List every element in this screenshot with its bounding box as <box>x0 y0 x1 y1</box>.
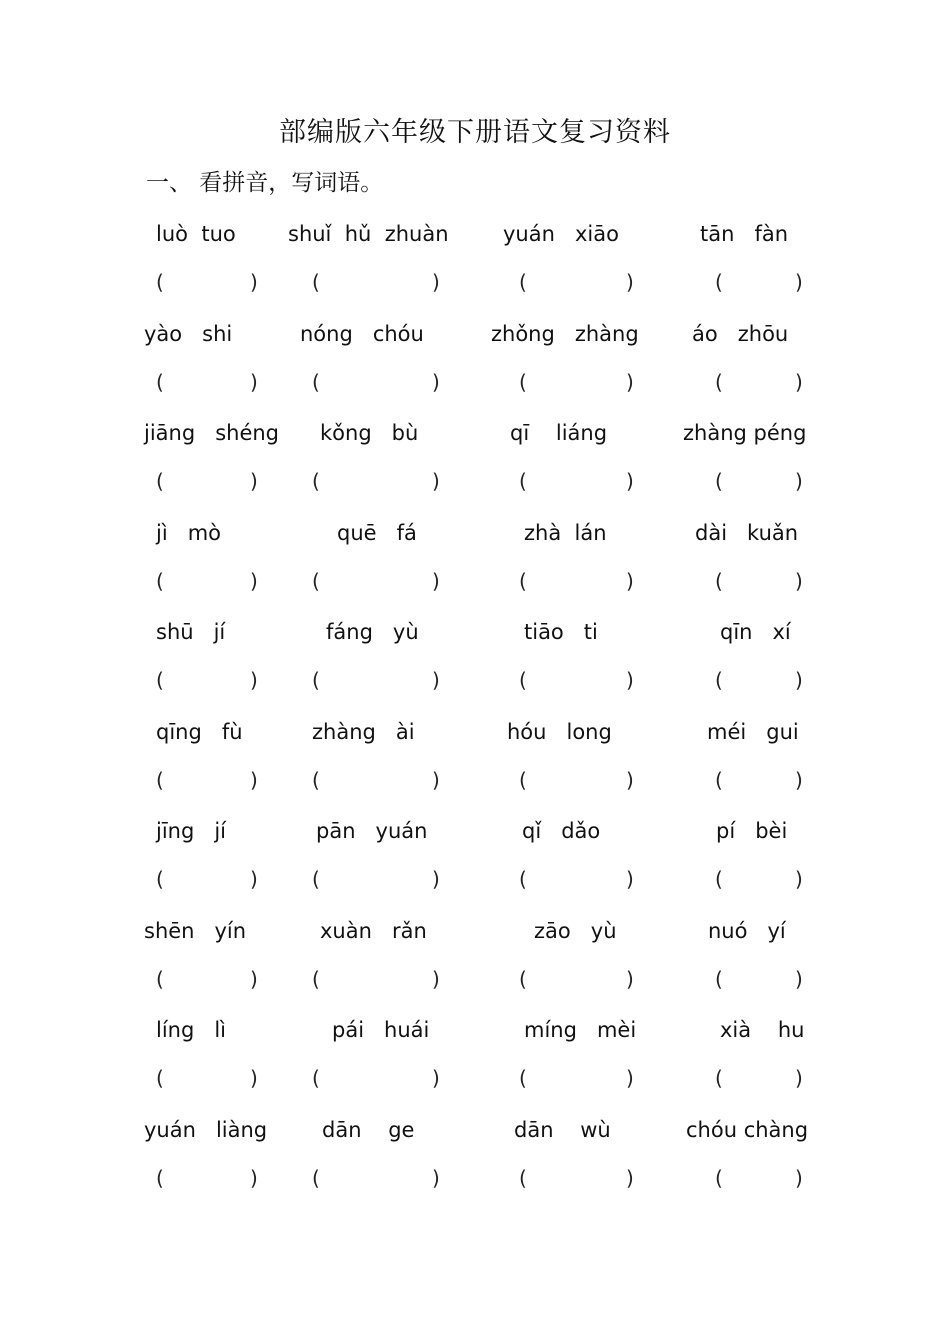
answer-bracket-open: ( <box>156 668 164 692</box>
pinyin-prompt: zhàng péng <box>683 421 807 445</box>
answer-bracket-close: ) <box>626 568 634 593</box>
answer-bracket-close: ) <box>432 270 440 294</box>
answer-bracket-open: ( <box>312 469 320 493</box>
pinyin-prompt: xuàn rǎn <box>320 918 427 943</box>
answer-bracket-close: ) <box>795 270 803 294</box>
answer-bracket-open: ( <box>715 668 723 692</box>
pinyin-prompt: zāo yù <box>534 918 617 943</box>
answer-bracket-close: ) <box>795 668 803 692</box>
answer-bracket-open: ( <box>519 767 527 792</box>
pinyin-prompt: quē fá <box>337 520 417 545</box>
pinyin-prompt: nuó yí <box>708 918 786 943</box>
answer-bracket-open: ( <box>156 966 164 991</box>
pinyin-prompt: yuán liàng <box>144 1117 268 1142</box>
answer-bracket-open: ( <box>715 469 723 493</box>
pinyin-prompt: kǒng bù <box>320 421 419 445</box>
answer-bracket-close: ) <box>795 966 803 991</box>
answer-bracket-close: ) <box>432 767 440 792</box>
pinyin-prompt: qī liáng <box>510 421 608 445</box>
pinyin-prompt: zhàng ài <box>312 719 415 744</box>
pinyin-prompt: pái huái <box>332 1018 430 1042</box>
answer-bracket-close: ) <box>432 1165 440 1190</box>
pinyin-prompt: dān ge <box>322 1117 415 1142</box>
answer-bracket-close: ) <box>250 966 258 991</box>
answer-bracket-open: ( <box>312 369 320 394</box>
answer-bracket-close: ) <box>795 767 803 792</box>
answer-bracket-open: ( <box>715 369 723 394</box>
pinyin-prompt: dài kuǎn <box>695 520 799 545</box>
pinyin-prompt: qǐ dǎo <box>522 819 601 843</box>
answer-bracket-open: ( <box>156 270 164 294</box>
answer-bracket-open: ( <box>156 867 164 891</box>
answer-bracket-close: ) <box>250 270 258 294</box>
answer-bracket-close: ) <box>795 1165 803 1190</box>
answer-bracket-open: ( <box>312 568 320 593</box>
answer-bracket-close: ) <box>626 867 634 891</box>
answer-bracket-close: ) <box>250 369 258 394</box>
answer-bracket-close: ) <box>626 469 634 493</box>
answer-bracket-open: ( <box>715 568 723 593</box>
answer-bracket-close: ) <box>250 568 258 593</box>
answer-bracket-close: ) <box>432 966 440 991</box>
answer-bracket-close: ) <box>626 767 634 792</box>
answer-bracket-open: ( <box>312 1165 320 1190</box>
answer-bracket-open: ( <box>519 270 527 294</box>
answer-bracket-open: ( <box>156 369 164 394</box>
section-heading: 一、 看拼音，写词语。 <box>146 170 384 196</box>
pinyin-prompt: méi gui <box>707 719 799 744</box>
answer-bracket-open: ( <box>519 867 527 891</box>
answer-bracket-open: ( <box>519 966 527 991</box>
answer-bracket-open: ( <box>312 668 320 692</box>
answer-bracket-close: ) <box>432 668 440 692</box>
pinyin-prompt: tiāo ti <box>524 620 598 644</box>
pinyin-prompt: qīng fù <box>156 719 243 744</box>
answer-bracket-close: ) <box>795 568 803 593</box>
pinyin-prompt: yuán xiāo <box>503 222 619 246</box>
answer-bracket-close: ) <box>432 1066 440 1090</box>
answer-bracket-close: ) <box>795 867 803 891</box>
answer-bracket-close: ) <box>432 568 440 593</box>
answer-bracket-open: ( <box>715 270 723 294</box>
pinyin-prompt: dān wù <box>514 1117 611 1142</box>
answer-bracket-close: ) <box>626 369 634 394</box>
pinyin-prompt: jì mò <box>156 520 221 545</box>
answer-bracket-open: ( <box>519 369 527 394</box>
answer-bracket-open: ( <box>715 966 723 991</box>
answer-bracket-close: ) <box>250 767 258 792</box>
answer-bracket-close: ) <box>626 966 634 991</box>
answer-bracket-open: ( <box>519 1066 527 1090</box>
page-title: 部编版六年级下册语文复习资料 <box>279 117 671 148</box>
answer-bracket-close: ) <box>432 867 440 891</box>
pinyin-prompt: pān yuán <box>316 819 428 843</box>
answer-bracket-open: ( <box>312 867 320 891</box>
answer-bracket-close: ) <box>250 1066 258 1090</box>
pinyin-prompt: shēn yín <box>144 918 247 943</box>
pinyin-prompt: zhà lán <box>524 520 607 545</box>
answer-bracket-close: ) <box>795 1066 803 1090</box>
answer-bracket-close: ) <box>795 369 803 394</box>
answer-bracket-open: ( <box>156 469 164 493</box>
pinyin-prompt: áo zhōu <box>692 321 789 346</box>
answer-bracket-open: ( <box>156 1066 164 1090</box>
pinyin-prompt: líng lì <box>156 1018 227 1042</box>
pinyin-prompt: shuǐ hǔ zhuàn <box>288 222 449 246</box>
answer-bracket-open: ( <box>312 767 320 792</box>
answer-bracket-close: ) <box>250 668 258 692</box>
answer-bracket-close: ) <box>626 1066 634 1090</box>
answer-bracket-open: ( <box>519 668 527 692</box>
pinyin-prompt: tān fàn <box>700 222 789 246</box>
pinyin-prompt: qīn xí <box>720 620 791 644</box>
answer-bracket-close: ) <box>432 369 440 394</box>
answer-bracket-open: ( <box>312 966 320 991</box>
pinyin-prompt: yào shi <box>144 321 233 346</box>
answer-bracket-open: ( <box>312 270 320 294</box>
pinyin-prompt: jīng jí <box>156 819 227 843</box>
pinyin-prompt: zhǒng zhàng <box>491 321 639 346</box>
answer-bracket-open: ( <box>156 767 164 792</box>
answer-bracket-close: ) <box>432 469 440 493</box>
answer-bracket-open: ( <box>519 1165 527 1190</box>
pinyin-prompt: shū jí <box>156 620 226 644</box>
answer-bracket-open: ( <box>156 1165 164 1190</box>
answer-bracket-close: ) <box>626 1165 634 1190</box>
pinyin-prompt: nóng chóu <box>300 321 424 346</box>
pinyin-prompt: fáng yù <box>326 620 419 644</box>
pinyin-prompt: xià hu <box>720 1018 805 1042</box>
answer-bracket-close: ) <box>250 469 258 493</box>
answer-bracket-close: ) <box>250 1165 258 1190</box>
answer-bracket-open: ( <box>715 1066 723 1090</box>
answer-bracket-open: ( <box>715 867 723 891</box>
answer-bracket-open: ( <box>715 1165 723 1190</box>
answer-bracket-open: ( <box>156 568 164 593</box>
pinyin-prompt: míng mèi <box>524 1018 637 1042</box>
pinyin-prompt: jiāng shéng <box>144 421 280 445</box>
pinyin-prompt: chóu chàng <box>686 1117 809 1142</box>
answer-bracket-open: ( <box>715 767 723 792</box>
answer-bracket-open: ( <box>519 568 527 593</box>
answer-bracket-close: ) <box>626 668 634 692</box>
pinyin-prompt: hóu long <box>507 719 612 744</box>
pinyin-prompt: pí bèi <box>716 819 788 843</box>
answer-bracket-open: ( <box>519 469 527 493</box>
answer-bracket-close: ) <box>795 469 803 493</box>
answer-bracket-open: ( <box>312 1066 320 1090</box>
answer-bracket-close: ) <box>250 867 258 891</box>
pinyin-prompt: luò tuo <box>156 222 236 246</box>
answer-bracket-close: ) <box>626 270 634 294</box>
